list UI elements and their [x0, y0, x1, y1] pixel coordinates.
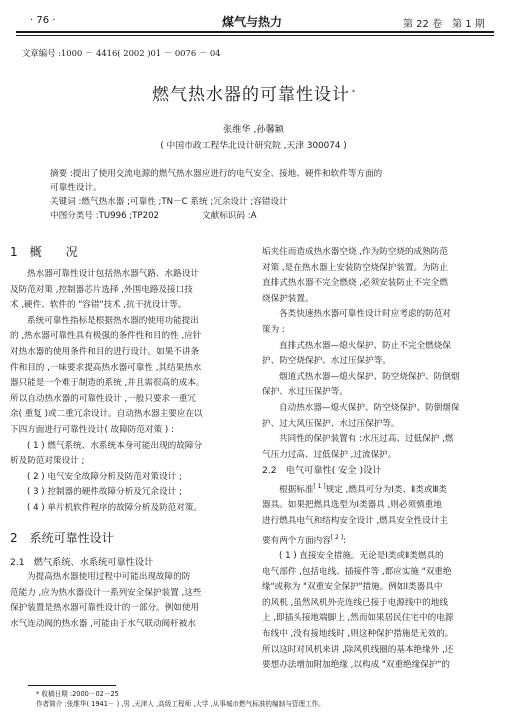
- text-line: 余( 重复 )或二重冗余设计。自动热水器主要应在以: [10, 409, 203, 420]
- text-fragment: 规定 ,燃具可分为Ⅰ类、Ⅱ类或Ⅲ类: [325, 484, 447, 495]
- text-line: 的 ,热水器可靠性具有极强的条件性和目的性 ,应针: [10, 331, 202, 342]
- text-line: 共同性的保护装置有 :水压过高、过低保护 ,燃: [279, 434, 454, 445]
- text-line: 件和目的 ,一味要求提高热水器可靠性 ,其结果热水: [10, 362, 202, 373]
- section-2-1-heading: 2.1 燃气系统、水系统可靠性设计: [10, 556, 154, 568]
- text-line: 及防范对策 ,控制器芯片选择 ,外围电路及接口技: [10, 284, 193, 295]
- text-fragment: 根据标准: [279, 484, 314, 495]
- affiliation: ( 中国市政工程华北设计研究院 ,天津 300074 ): [160, 141, 347, 151]
- text-line: 护、过大风压保护、水过压保护等。: [262, 418, 400, 429]
- right-column: [262, 245, 490, 674]
- classification-row: [50, 209, 470, 223]
- text-line: 布线中 ,没有接地线时 ,则这种保护措施是无效的。: [262, 628, 454, 639]
- left-column: [10, 245, 238, 632]
- text-line: 要想办法增加附加绝缘 ,以构成 "双重绝缘保护"的: [262, 660, 450, 671]
- volume-issue: 第 22 卷 第 1 期: [403, 19, 485, 30]
- text-line: 为提高热水器使用过程中可能出现故障的防: [27, 572, 191, 583]
- text-line: 术 ,硬件、软件的 "容错"技术 ,抗干扰设计等。: [10, 300, 187, 311]
- text-line: 策为 :: [262, 324, 285, 335]
- header-rule-thick: [16, 31, 494, 33]
- text-line: 气压力过高、过低保护 ,过流保护。: [262, 449, 397, 460]
- citation-ref-2: [ 2 ]: [330, 533, 344, 541]
- text-line: 的风机 ,虽然风机外壳连线已接于电源线中的地线: [262, 597, 448, 608]
- footnote-rule: [28, 685, 116, 686]
- text-line: [262, 479, 490, 498]
- title-text: 燃气热水器的可靠性设计: [152, 85, 350, 105]
- article-number: 文章编号 :1000 － 4416( 2002 )01 － 0076 － 04: [22, 48, 221, 58]
- list-item-1-cont: 析及防范对策设计 ;: [10, 456, 85, 467]
- keywords: 关键词 :燃气热水器 ;可靠性 ;TN－C 系统 ;冗余设计 ;容错设计: [50, 197, 288, 207]
- text-fragment: :: [343, 535, 346, 546]
- list-item-2: ( 2 ) 电气安全故障分析及防范对策设计 ;: [27, 471, 182, 482]
- text-fragment: 要有两个方面内容: [262, 535, 331, 546]
- text-line: 保护装置是热水器可靠性设计的一部分。例如使用: [10, 603, 200, 614]
- text-line: 下四方面进行可靠性设计( 故障防范对策 ) :: [10, 424, 174, 435]
- text-line: 保护、水过压保护等。: [262, 387, 348, 398]
- list-item-1: ( 1 ) 燃气系统、水系统本身可能出现的故障分: [27, 440, 203, 451]
- text-line: 直排式热水器不完全燃烧 ,必须安装防止不完全燃: [262, 278, 448, 289]
- text-line: 烧保护装置。: [262, 293, 314, 304]
- text-line: ( 1 ) 直接安全措施。无论是Ⅰ类或Ⅱ类燃具的: [279, 551, 444, 561]
- document-code: 文献标识码 :A: [202, 211, 257, 221]
- text-line: 进行燃具电气和结构安全设计 ,燃具安全性设计主: [262, 515, 448, 526]
- text-line: 热水器可靠性设计包括热水器气路、水路设计: [27, 269, 199, 279]
- abstract-line-2: 可靠性设计。: [50, 183, 102, 193]
- abstract: [50, 167, 470, 223]
- text-line: 垢夹住而造成热水器空烧 ,作为防空烧的成熟防范: [262, 247, 448, 257]
- list-item-3: ( 3 ) 控制器的硬件故障分析及冗余设计 ;: [27, 487, 182, 498]
- footnote-received: * 收稿日期 :2000－02－25: [36, 690, 119, 698]
- paper-title: [0, 80, 507, 105]
- authors: 张维华 ,孙馨颖: [223, 124, 284, 135]
- journal-name: 煤气与热力: [222, 15, 283, 29]
- text-line: 对热水器的使用条件和目的进行设计。如果不讲条: [10, 346, 200, 357]
- text-line: 水气连动阀的热水器 ,可能由于水气联动阀杆被水: [10, 618, 196, 629]
- title-footnote-mark: *: [352, 88, 355, 96]
- list-item-4: ( 4 ) 单片机软件程序的故障分析及防范对策。: [27, 502, 203, 513]
- clc-number: 中图分类号 :TU996 ;TP202: [50, 211, 159, 221]
- text-line: 所以这时对风机来讲 ,除风机线圈的基本绝缘外 ,还: [262, 644, 454, 655]
- footnote-author-bio: 作者简介 :张维华( 1941－ ) ,男 ,天津人 ,高级工程师 ,大学 ,从事城市燃气标准的编制与管理工作。: [36, 700, 325, 708]
- page-number: · 76 ·: [30, 15, 56, 26]
- text-line: 自动热水器—熄火保护、防空烧保护、防倒烟保: [279, 402, 460, 413]
- text-line: 各类快速热水器可靠性设计时应考虑的防范对: [279, 309, 451, 320]
- text-line: 烟道式热水器—熄火保护、防空烧保护、防倒烟: [279, 371, 460, 382]
- text-line: 范能力 ,应为热水器设计一系列安全保护装置 ,这些: [10, 587, 202, 598]
- text-line: [262, 530, 490, 549]
- header-rule-thin: [16, 35, 494, 36]
- text-line: 器具。如果把燃具选型为Ⅰ类器具 ,则必须慎重地: [262, 500, 442, 511]
- text-line: 电气部件 ,包括电线、插接件等 ,都应实施 "双重绝: [262, 566, 452, 577]
- text-line: 直排式热水器—熄火保护、防止不完全燃烧保: [279, 340, 451, 351]
- text-line: 所以自动热水器的可靠性设计 ,一般只要求一重冗: [10, 393, 196, 404]
- citation-ref-1: [ 1 ]: [313, 482, 326, 490]
- text-line: 护、防空烧保护、水过压保护等。: [262, 356, 391, 367]
- text-line: 对策 ,是在热水器上安装防空烧保护装置。为防止: [262, 262, 448, 273]
- text-line: 系统可靠性指标是根据热水器的使用功能提出: [27, 315, 199, 326]
- section-1-heading: 1 概 况: [10, 245, 78, 259]
- abstract-line-1: 摘要 :提出了使用交流电源的燃气热水器应进行的电气安全、接地、硬件和软件等方面的: [50, 169, 383, 179]
- text-line: 器只能是一个难于制造的系统 ,并且需很高的成本。: [10, 378, 205, 389]
- text-line: 缘"或称为 "双重安全保护"措施。例如Ⅰ类器具中: [262, 582, 443, 593]
- section-2-heading: 2 系统可靠性设计: [10, 530, 114, 545]
- text-line: 上 ,即插头接地端脚上 ,然而如果居民住宅中的电源: [262, 613, 454, 624]
- section-2-2-heading: 2.2 电气可靠性( 安全 )设计: [262, 465, 382, 477]
